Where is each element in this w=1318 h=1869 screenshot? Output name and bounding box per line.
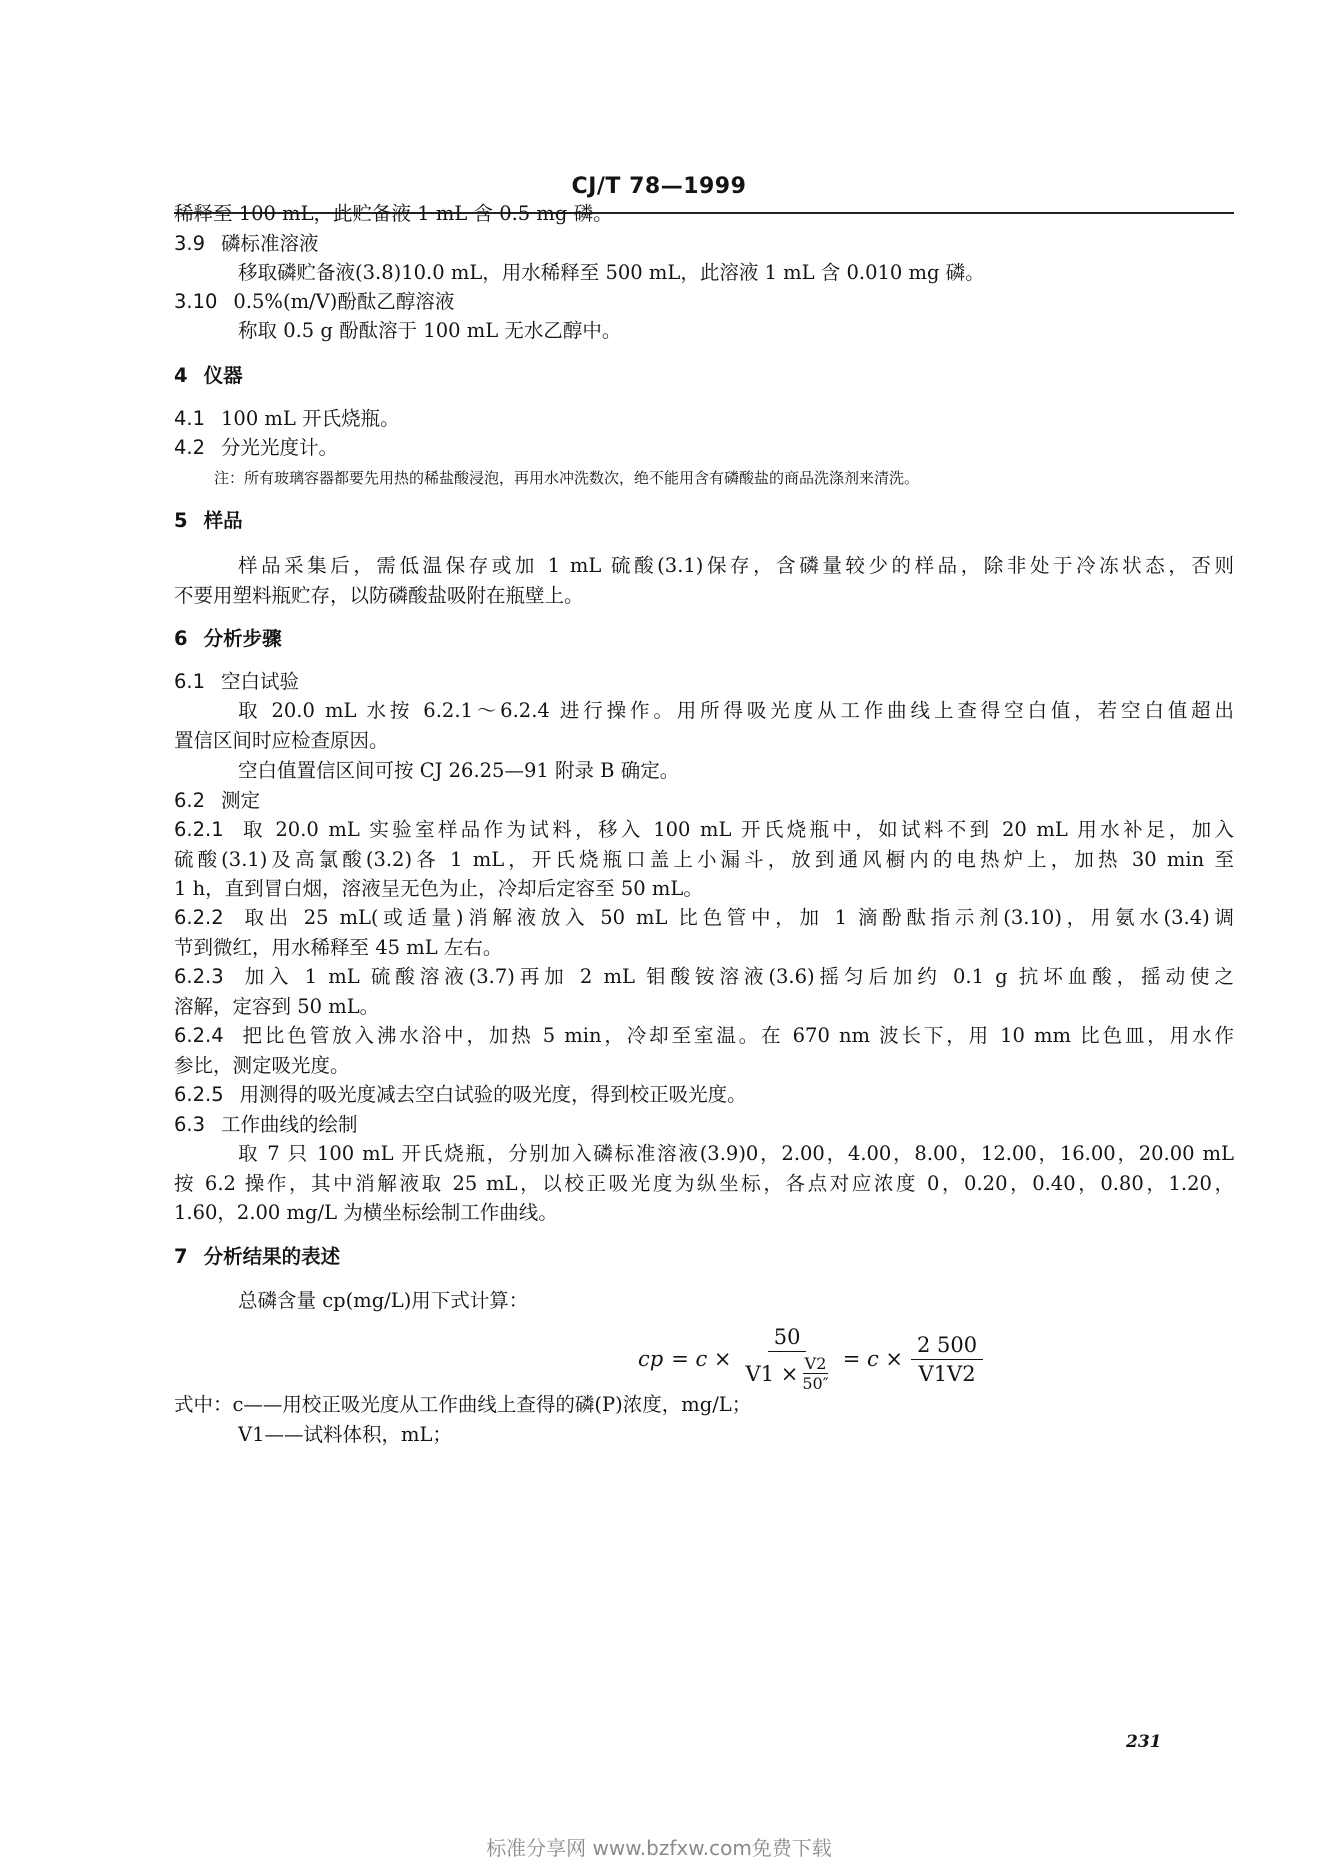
fraction-denominator: V1V2 xyxy=(918,1361,976,1386)
formula-equals-1: = c × xyxy=(671,1347,732,1371)
section-number: 6.3 xyxy=(174,1113,206,1136)
section-7-heading xyxy=(174,1243,1234,1271)
text-line: 1.60，2.00 mg/L 为横坐标绘制工作曲线。 xyxy=(174,1201,558,1224)
text-line: 空白值置信区间可按 CJ 26.25—91 附录 B 确定。 xyxy=(238,759,680,782)
section-number: 6.2.1 xyxy=(174,818,224,841)
section-4-1 xyxy=(174,405,1234,433)
variable-definition: V1——试料体积，mL； xyxy=(238,1423,452,1446)
formula-fraction-2 xyxy=(911,1333,983,1386)
inner-numerator: V2 xyxy=(804,1354,827,1373)
section-title: 仪器 xyxy=(203,364,243,387)
section-title: 分析步骤 xyxy=(203,627,282,650)
section-title: 工作曲线的绘制 xyxy=(221,1113,358,1136)
text-line: 置信区间时应检查原因。 xyxy=(174,729,389,752)
formula-fraction-1 xyxy=(740,1325,835,1393)
section-4-heading xyxy=(174,362,1234,390)
text-line: 溶解，定容到 50 mL。 xyxy=(174,995,380,1018)
section-number: 6.2.3 xyxy=(174,965,224,988)
section-title: 分光光度计。 xyxy=(221,436,339,459)
where-clause: 式中：c——用校正吸光度从工作曲线上查得的磷(P)浓度，mg/L； xyxy=(174,1393,752,1416)
section-number: 4 xyxy=(174,364,188,387)
text-line: 硫酸(3.1)及高氯酸(3.2)各 1 mL，开氏烧瓶口盖上小漏斗，放到通风橱内的电热炉上，加热 30 min 至 xyxy=(174,848,1234,871)
watermark-text: 标准分享网 www.bzfxw.com免费下载 xyxy=(486,1836,832,1860)
text-line: 稀释至 100 mL，此贮备液 1 mL 含 0.5 mg 磷。 xyxy=(174,202,613,225)
fraction-denominator xyxy=(740,1352,835,1393)
section-number: 6.2 xyxy=(174,789,206,812)
text-line: 节到微红，用水稀释至 45 mL 左右。 xyxy=(174,936,503,959)
section-number: 4.1 xyxy=(174,407,206,430)
section-text: 取出 25 mL(或适量)消解液放入 50 mL 比色管中，加 1 滴酚酞指示剂(3.10)，用氨水(3.4)调 xyxy=(239,906,1234,929)
text-line: 按 6.2 操作，其中消解液取 25 mL，以校正吸光度为纵坐标，各点对应浓度 0，0.20，0.40，0.80，1.20， xyxy=(174,1172,1234,1195)
fraction-numerator: 50 xyxy=(768,1325,807,1352)
section-title: 分析结果的表述 xyxy=(203,1245,341,1268)
standard-code-header: CJ/T 78—1999 xyxy=(571,174,747,199)
section-6-1 xyxy=(174,668,1234,696)
fraction-numerator: 2 500 xyxy=(911,1333,983,1360)
section-6-2-2 xyxy=(174,904,1234,932)
section-number: 7 xyxy=(174,1245,188,1268)
section-3-10 xyxy=(174,288,1234,316)
section-title: 0.5%(m/V)酚酞乙醇溶液 xyxy=(233,290,455,313)
section-number: 6 xyxy=(174,627,188,650)
text-line: 1 h，直到冒白烟，溶液呈无色为止，冷却后定容至 50 mL。 xyxy=(174,877,703,900)
section-text: 加入 1 mL 硫酸溶液(3.7)再加 2 mL 钼酸铵溶液(3.6)摇匀后加约 0.1 g 抗坏血酸，摇动使之 xyxy=(239,965,1234,988)
text-line: 称取 0.5 g 酚酞溶于 100 mL 无水乙醇中。 xyxy=(238,319,622,342)
section-5-heading xyxy=(174,507,1234,535)
note-line: 注：所有玻璃容器都要先用热的稀盐酸浸泡，再用水冲洗数次，绝不能用含有磷酸盐的商品洗涤剂来清洗。 xyxy=(214,469,920,487)
section-text: 把比色管放入沸水浴中，加热 5 min，冷却至室温。在 670 nm 波长下，用 10 mm 比色皿，用水作 xyxy=(239,1024,1234,1047)
section-title: 样品 xyxy=(203,509,243,532)
inner-fraction xyxy=(802,1354,828,1393)
text-line: 总磷含量 cp(mg/L)用下式计算： xyxy=(238,1289,529,1312)
section-title: 测定 xyxy=(221,789,261,812)
section-6-2 xyxy=(174,787,1234,815)
text-line: 参比，测定吸光度。 xyxy=(174,1054,350,1077)
section-number: 6.1 xyxy=(174,670,206,693)
section-3-9 xyxy=(174,230,1234,258)
formula-lhs: cp xyxy=(638,1347,664,1371)
section-6-2-3 xyxy=(174,963,1234,991)
section-6-2-1 xyxy=(174,816,1234,844)
section-number: 3.9 xyxy=(174,232,206,255)
section-6-2-5 xyxy=(174,1081,1234,1109)
section-number: 6.2.4 xyxy=(174,1024,224,1047)
section-number: 4.2 xyxy=(174,436,206,459)
text-line: 样品采集后，需低温保存或加 1 mL 硫酸(3.1)保存，含磷量较少的样品，除非处于冷冻状态，否则 xyxy=(238,554,1234,577)
section-number: 3.10 xyxy=(174,290,218,313)
formula-equals-2: = c × xyxy=(842,1347,903,1371)
text-line: 取 7 只 100 mL 开氏烧瓶，分别加入磷标准溶液(3.9)0，2.00，4.00，8.00，12.00，16.00，20.00 mL xyxy=(238,1142,1234,1165)
section-6-2-4 xyxy=(174,1022,1234,1050)
total-phosphorus-formula xyxy=(638,1325,983,1393)
section-6-heading xyxy=(174,625,1234,653)
section-text: 用测得的吸光度减去空白试验的吸光度，得到校正吸光度。 xyxy=(239,1083,747,1106)
text-line: 移取磷贮备液(3.8)10.0 mL，用水稀释至 500 mL，此溶液 1 mL 含 0.010 mg 磷。 xyxy=(238,261,985,284)
text-line: 不要用塑料瓶贮存，以防磷酸盐吸附在瓶壁上。 xyxy=(174,584,584,607)
section-title: 空白试验 xyxy=(221,670,300,693)
page-number: 231 xyxy=(1126,1732,1162,1752)
text-line: 取 20.0 mL 水按 6.2.1～6.2.4 进行操作。用所得吸光度从工作曲线上查得空白值，若空白值超出 xyxy=(238,699,1234,722)
section-6-3 xyxy=(174,1111,1234,1139)
section-title: 100 mL 开氏烧瓶。 xyxy=(221,407,400,430)
section-number: 5 xyxy=(174,509,188,532)
inner-denominator: 50″ xyxy=(802,1374,829,1393)
denominator-left: V1 × xyxy=(745,1361,799,1386)
section-number: 6.2.5 xyxy=(174,1083,224,1106)
section-title: 磷标准溶液 xyxy=(221,232,319,255)
section-number: 6.2.2 xyxy=(174,906,224,929)
section-4-2 xyxy=(174,434,1234,462)
section-text: 取 20.0 mL 实验室样品作为试料，移入 100 mL 开氏烧瓶中，如试料不到 20 mL 用水补足，加入 xyxy=(239,818,1234,841)
